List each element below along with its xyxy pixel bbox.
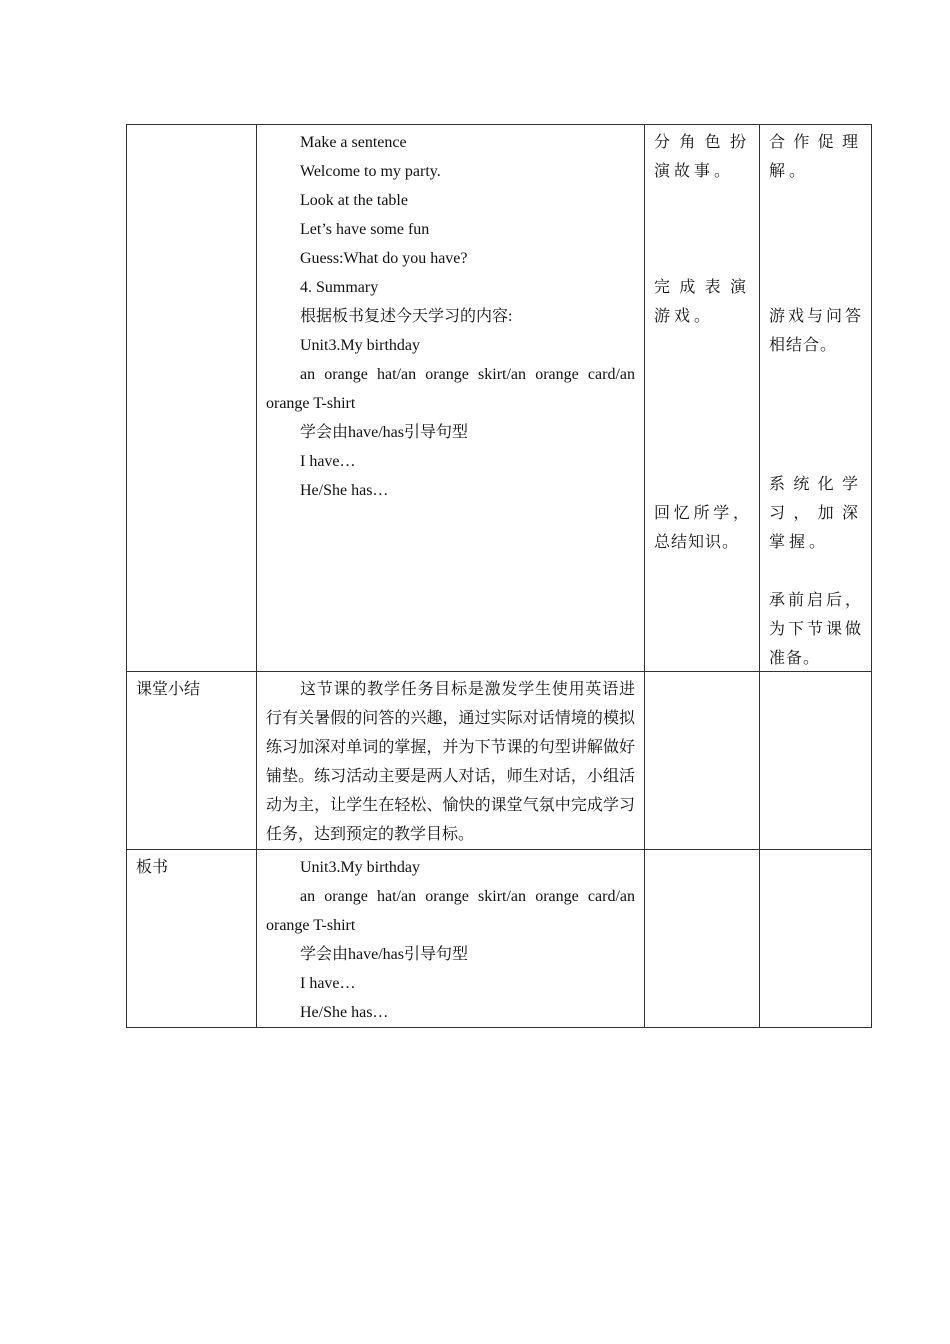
content-line: an orange hat/an orange skirt/an orange card/an orange T-shirt <box>266 366 635 412</box>
purpose-note: 系统化学习，加深掌握。 <box>769 476 862 551</box>
summary-row <box>127 672 872 850</box>
purpose-note: 合作促理解。 <box>769 134 862 180</box>
content-line: 根据板书复述今天学习的内容: <box>300 308 513 325</box>
design-purpose-cell <box>760 125 872 672</box>
summary-empty-cell <box>760 672 872 850</box>
student-note: 分角色扮演故事。 <box>654 134 750 180</box>
board-empty-cell <box>760 850 872 1028</box>
board-line: I have… <box>300 975 356 992</box>
content-line: Make a sentence <box>300 134 407 151</box>
board-content-cell <box>257 850 645 1028</box>
content-line: 4. Summary <box>300 279 379 296</box>
summary-text: 这节课的教学任务目标是激发学生使用英语进行有关暑假的问答的兴趣，通过实际对话情境的模拟练习加深对单词的掌握，并为下节课的句型讲解做好铺垫。练习活动主要是两人对话，师生对话，小组活动为主，让学生在轻松、愉快的课堂气氛中完成学习任务，达到预定的教学目标。 <box>266 681 635 843</box>
content-line: 学会由have/has引导句型 <box>300 424 468 441</box>
content-line: Guess:What do you have? <box>300 250 468 267</box>
board-empty-cell <box>645 850 760 1028</box>
summary-label: 课堂小结 <box>127 672 257 850</box>
summary-text-cell <box>257 672 645 850</box>
purpose-note: 承前启后，为下节课做准备。 <box>769 592 862 667</box>
activity-label-cell <box>127 125 257 672</box>
student-activity-cell <box>645 125 760 672</box>
lesson-plan-table <box>126 124 872 1028</box>
content-line: Let’s have some fun <box>300 221 430 238</box>
purpose-note: 游戏与问答相结合。 <box>769 308 862 354</box>
content-line: I have… <box>300 453 356 470</box>
board-line: 学会由have/has引导句型 <box>300 946 468 963</box>
board-line: He/She has… <box>300 1004 389 1021</box>
content-line: Welcome to my party. <box>300 163 441 180</box>
board-label: 板书 <box>127 850 257 1028</box>
content-line: Unit3.My birthday <box>300 337 420 354</box>
board-line: an orange hat/an orange skirt/an orange card/an orange T-shirt <box>266 888 635 934</box>
content-line: Look at the table <box>300 192 408 209</box>
student-note: 完成表演游戏。 <box>654 279 750 325</box>
summary-empty-cell <box>645 672 760 850</box>
board-row <box>127 850 872 1028</box>
activity-content-cell <box>257 125 645 672</box>
student-note: 回忆所学，总结知识。 <box>654 505 750 551</box>
board-line: Unit3.My birthday <box>300 859 420 876</box>
content-line: He/She has… <box>300 482 389 499</box>
activity-row <box>127 125 872 672</box>
